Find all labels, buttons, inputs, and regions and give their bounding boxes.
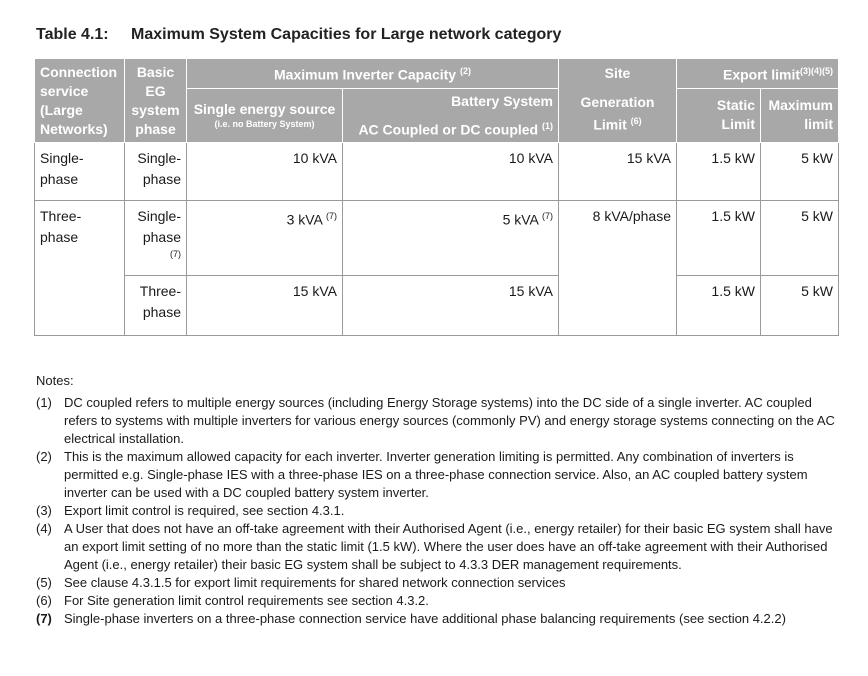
header-single-energy-source: Single energy source (i.e. no Battery System) (187, 88, 343, 143)
header-connection-service: Connection service (Large Networks) (35, 59, 125, 143)
note-item: (6) For Site generation limit control requirements see section 4.3.2. (36, 593, 429, 608)
cell-battery: 15 kVA (343, 276, 559, 336)
header-site-generation-limit: Site Generation Limit $^{(6)}$ (559, 59, 677, 143)
cell-phase: Three- phase (125, 276, 187, 336)
notes-heading: Notes: (36, 373, 74, 388)
table-title (36, 26, 561, 44)
cell-battery: 5 kVA $^{(7)}$ (343, 201, 559, 276)
table-row (35, 201, 839, 276)
notes-section (36, 372, 846, 628)
cell-site-limit: 8 kVA/phase (559, 201, 677, 336)
cell-maximum-limit: 5 kW (761, 143, 839, 201)
cell-battery: 10 kVA (343, 143, 559, 201)
cell-site-limit: 15 kVA (559, 143, 677, 201)
note-item: (2) This is the maximum allowed capacity for each inverter. Inverter generation limiting is permitted. Any combination of inverters is permitted e.g. Single-phase IES with a three-phase IES on a three-phase connection service. Also, an AC coupled battery system inverter can be used with a DC coupled battery system inverter. (36, 449, 808, 500)
table-caption: Maximum System Capacities for Large network category (131, 26, 562, 43)
note-item: (7) Single-phase inverters on a three-phase connection service have additional phase balancing requirements (see section 4.2.2) (36, 611, 786, 626)
cell-static-limit: 1.5 kW (677, 143, 761, 201)
cell-connection: Single- phase (35, 143, 125, 201)
cell-connection: Three- phase (35, 201, 125, 336)
cell-maximum-limit: 5 kW (761, 276, 839, 336)
cell-single-source: 10 kVA (187, 143, 343, 201)
cell-static-limit: 1.5 kW (677, 201, 761, 276)
header-basic-eg-phase: Basic EG system phase (125, 59, 187, 143)
note-item: (1) DC coupled refers to multiple energy sources (including Energy Storage systems) into the DC side of a single inverter. AC coupled refers to systems with multiple inverters for various energy sources (commonly PV) and energy storage systems connecting on the AC electrical installation. (36, 395, 835, 446)
header-static-limit: Static Limit (677, 88, 761, 143)
cell-single-source: 15 kVA (187, 276, 343, 336)
table-row (35, 276, 839, 336)
note-item: (3) Export limit control is required, see section 4.3.1. (36, 503, 345, 518)
header-battery-system: Battery System AC Coupled or DC coupled $^{(1)}$ (343, 88, 559, 143)
cell-phase: Single- phase (7) (125, 201, 187, 276)
cell-maximum-limit: 5 kW (761, 201, 839, 276)
table-row (35, 143, 839, 201)
cell-phase: Single- phase (125, 143, 187, 201)
table-number: Table 4.1: (36, 26, 109, 43)
cell-single-source: 3 kVA $^{(7)}$ (187, 201, 343, 276)
header-max-inverter-capacity: Maximum Inverter Capacity $^{(2)}$ (187, 59, 559, 89)
note-item: (4) A User that does not have an off-take agreement with their Authorised Agent (i.e., energy retailer) for their basic EG system shall have an export limit setting of no more than the static limit (1.5 kW). Where the user does have an off-take agreement with their Authorised Agent (i.e., energy retailer) their basic EG system shall be subject to 4.3.3 DER management requirements. (36, 521, 833, 572)
header-export-limit: Export limit$^{(3)(4)(5)}$ (677, 59, 839, 89)
capacity-table (34, 58, 839, 336)
note-item: (5) See clause 4.3.1.5 for export limit requirements for shared network connection services (36, 575, 566, 590)
header-maximum-limit: Maximum limit (761, 88, 839, 143)
cell-static-limit: 1.5 kW (677, 276, 761, 336)
